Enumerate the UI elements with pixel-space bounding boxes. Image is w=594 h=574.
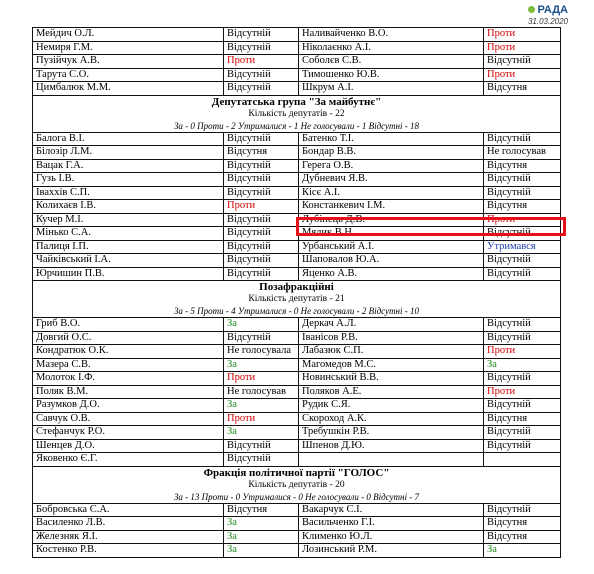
vote-value: Відсутній	[484, 318, 561, 332]
deputy-name: Рудик С.Я.	[299, 399, 484, 413]
deputy-name: Ніколаєнко А.І.	[299, 41, 484, 55]
deputy-name: Шкрум А.І.	[299, 82, 484, 96]
deputy-name: Деркач А.Л.	[299, 318, 484, 332]
vote-value: Проти	[484, 28, 561, 42]
deputy-name: Бондар В.В.	[299, 146, 484, 160]
section-header-pozafraktsiini	[33, 281, 561, 318]
table-row	[33, 186, 561, 200]
table-row	[33, 318, 561, 332]
table-row	[33, 68, 561, 82]
vote-value: Відсутній	[484, 132, 561, 146]
deputy-name: Палиця І.П.	[33, 240, 224, 254]
deputy-name: Яковенко Є.Г.	[33, 453, 224, 467]
table-row	[33, 200, 561, 214]
vote-value: Проти	[224, 55, 299, 69]
table-row	[33, 159, 561, 173]
vote-value: Відсутня	[484, 412, 561, 426]
table-row	[33, 503, 561, 517]
table-row	[33, 399, 561, 413]
faction-block-1	[33, 28, 561, 96]
faction-block-2	[33, 132, 561, 281]
vote-value: Відсутній	[224, 82, 299, 96]
vote-value: Проти	[484, 68, 561, 82]
vote-value: За	[484, 544, 561, 558]
vote-value: За	[224, 399, 299, 413]
vote-value: Відсутній	[224, 227, 299, 241]
table-row	[33, 530, 561, 544]
vote-value: Відсутній	[484, 399, 561, 413]
deputy-name	[299, 453, 484, 467]
vote-value: Відсутній	[224, 240, 299, 254]
deputy-name: Пузійчук А.В.	[33, 55, 224, 69]
section-member-count: Кількість депутатів - 21	[248, 294, 345, 304]
deputy-name: Гузь І.В.	[33, 173, 224, 187]
deputy-name: Тимошенко Ю.В.	[299, 68, 484, 82]
faction-block-3	[33, 318, 561, 467]
vote-value: Не голосувала	[224, 345, 299, 359]
table-row	[33, 345, 561, 359]
deputy-name: Лабазюк С.П.	[299, 345, 484, 359]
vote-value: Проти	[484, 213, 561, 227]
deputy-name: Гриб В.О.	[33, 318, 224, 332]
section-title: Фракція політичної партії "ГОЛОС"	[203, 466, 390, 479]
deputy-name: Батенко Т.І.	[299, 132, 484, 146]
deputy-name: Цимбалюк М.М.	[33, 82, 224, 96]
vote-value: Відсутній	[484, 426, 561, 440]
deputy-name: Вакарчук С.І.	[299, 503, 484, 517]
table-row	[33, 412, 561, 426]
deputy-name: Железняк Я.І.	[33, 530, 224, 544]
deputy-name: Шаповалов Ю.А.	[299, 254, 484, 268]
deputy-name: Урбанський А.І.	[299, 240, 484, 254]
deputy-name: Дубневич Я.В.	[299, 173, 484, 187]
vote-value: Відсутній	[484, 186, 561, 200]
vote-value: Відсутня	[484, 517, 561, 531]
deputy-name: Білозір Л.М.	[33, 146, 224, 160]
vote-value: Відсутній	[484, 55, 561, 69]
table-row	[33, 132, 561, 146]
vote-value: Відсутня	[484, 530, 561, 544]
vote-value: За	[224, 530, 299, 544]
vote-value: Відсутній	[224, 439, 299, 453]
vote-value: Відсутній	[224, 68, 299, 82]
vote-value: Проти	[224, 412, 299, 426]
vote-value: Відсутній	[224, 132, 299, 146]
deputy-name: Лозинський Р.М.	[299, 544, 484, 558]
vote-value: За	[224, 318, 299, 332]
deputy-name: Костенко Р.В.	[33, 544, 224, 558]
table-row	[33, 372, 561, 386]
section-member-count: Кількість депутатів - 22	[248, 108, 345, 119]
table-row	[33, 439, 561, 453]
deputy-name: Савчук О.В.	[33, 412, 224, 426]
rada-logo	[528, 5, 568, 26]
vote-value: Відсутній	[484, 173, 561, 187]
deputy-name: Іваххів С.П.	[33, 186, 224, 200]
table-row	[33, 331, 561, 345]
table-row	[33, 254, 561, 268]
vote-value: Відсутній	[224, 173, 299, 187]
deputy-name: Василенко Л.В.	[33, 517, 224, 531]
deputy-name: Вацак Г.А.	[33, 159, 224, 173]
vote-value: Відсутній	[224, 186, 299, 200]
faction-block-4	[33, 503, 561, 557]
deputy-name: Шенцев Д.О.	[33, 439, 224, 453]
deputy-name: Соболєв С.В.	[299, 55, 484, 69]
deputy-name: Кондратюк О.К.	[33, 345, 224, 359]
vote-value: Відсутня	[484, 82, 561, 96]
section-member-count: Кількість депутатів - 20	[248, 479, 345, 490]
vote-value: Не голосував	[224, 385, 299, 399]
vote-value: Не голосував	[484, 146, 561, 160]
vote-value: Відсутній	[224, 254, 299, 268]
vote-value: Відсутній	[484, 331, 561, 345]
vote-value: Проти	[484, 41, 561, 55]
vote-value: Відсутня	[224, 146, 299, 160]
deputy-name: Васильченко Г.І.	[299, 517, 484, 531]
deputy-name: Довгий О.С.	[33, 331, 224, 345]
table-row	[33, 517, 561, 531]
table-row	[33, 41, 561, 55]
deputy-name: Лубінець Д.В.	[299, 213, 484, 227]
section-header-holos	[33, 466, 561, 503]
deputy-name: Немиря Г.М.	[33, 41, 224, 55]
section-vote-stats: За - 5 Проти - 4 Утрималися - 0 Не голосували - 2 Відсутні - 10	[173, 306, 420, 316]
vote-value: Відсутній	[224, 159, 299, 173]
vote-value: Відсутня	[224, 503, 299, 517]
vote-value: Відсутній	[224, 41, 299, 55]
vote-value: Проти	[484, 385, 561, 399]
vote-value: За	[224, 426, 299, 440]
deputy-name: Балога В.І.	[33, 132, 224, 146]
vote-results-table	[32, 27, 561, 558]
vote-value: Утримався	[484, 240, 561, 254]
deputy-name: Требушкін Р.В.	[299, 426, 484, 440]
table-row	[33, 28, 561, 42]
table-row	[33, 146, 561, 160]
logo-text-row	[528, 5, 568, 16]
table-row	[33, 426, 561, 440]
vote-value: Відсутній	[484, 439, 561, 453]
logo-text: РАДА	[537, 4, 568, 16]
table-row	[33, 358, 561, 372]
section-title: Депутатська група "За майбутнє"	[211, 95, 382, 108]
deputy-name: Мейдич О.Л.	[33, 28, 224, 42]
vote-value: Відсутній	[224, 28, 299, 42]
section-vote-stats: За - 13 Проти - 0 Утрималися - 0 Не голосували - 0 Відсутні - 7	[173, 491, 420, 502]
table-row	[33, 544, 561, 558]
section-title: Позафракційні	[259, 281, 334, 293]
vote-value: Проти	[224, 200, 299, 214]
deputy-name: Наливайченко В.О.	[299, 28, 484, 42]
deputy-name: Поляк В.М.	[33, 385, 224, 399]
vote-value: Відсутній	[484, 503, 561, 517]
vote-value	[484, 453, 561, 467]
deputy-name: Герега О.В.	[299, 159, 484, 173]
table-row	[33, 240, 561, 254]
vote-value: Відсутній	[484, 227, 561, 241]
deputy-name: Новинський В.В.	[299, 372, 484, 386]
deputy-name: Колихаєв І.В.	[33, 200, 224, 214]
logo-dot-icon	[528, 6, 535, 13]
table-row	[33, 385, 561, 399]
deputy-name: Стефанчук Р.О.	[33, 426, 224, 440]
deputy-name: Констанкевич І.М.	[299, 200, 484, 214]
deputy-name: Скороход А.К.	[299, 412, 484, 426]
deputy-name: Мінько С.А.	[33, 227, 224, 241]
deputy-name: Бобровська С.А.	[33, 503, 224, 517]
vote-value: Проти	[224, 372, 299, 386]
deputy-name: Разумков Д.О.	[33, 399, 224, 413]
vote-value: Відсутній	[224, 331, 299, 345]
vote-value: Відсутній	[224, 267, 299, 281]
table-row	[33, 173, 561, 187]
vote-value: Відсутній	[224, 213, 299, 227]
vote-value: Відсутній	[484, 372, 561, 386]
document-date: 31.03.2020	[527, 17, 568, 26]
section-vote-stats: За - 0 Проти - 2 Утрималися - 1 Не голосували - 1 Відсутні - 18	[173, 120, 420, 131]
vote-value: Відсутня	[484, 200, 561, 214]
deputy-name: Кісє А.І.	[299, 186, 484, 200]
vote-value: За	[224, 517, 299, 531]
vote-value: Відсутній	[484, 254, 561, 268]
deputy-name: Клименко Ю.Л.	[299, 530, 484, 544]
deputy-name: Мялик В.Н.	[299, 227, 484, 241]
deputy-name: Магомедов М.С.	[299, 358, 484, 372]
deputy-name: Іванісов Р.В.	[299, 331, 484, 345]
deputy-name: Шпенов Д.Ю.	[299, 439, 484, 453]
table-row	[33, 453, 561, 467]
deputy-name: Чайківський І.А.	[33, 254, 224, 268]
deputy-name: Тарута С.О.	[33, 68, 224, 82]
vote-value: За	[224, 358, 299, 372]
vote-value: За	[484, 358, 561, 372]
table-row	[33, 55, 561, 69]
deputy-name: Поляков А.Е.	[299, 385, 484, 399]
deputy-name: Кучер М.І.	[33, 213, 224, 227]
deputy-name: Юрчишин П.В.	[33, 267, 224, 281]
vote-value: За	[224, 544, 299, 558]
deputy-name: Яценко А.В.	[299, 267, 484, 281]
vote-value: Відсутній	[224, 453, 299, 467]
section-header-za-maibutnie	[33, 95, 561, 132]
table-row	[33, 82, 561, 96]
vote-value: Відсутній	[484, 267, 561, 281]
highlight-box	[296, 217, 566, 236]
vote-value: Проти	[484, 345, 561, 359]
vote-value: Відсутня	[484, 159, 561, 173]
table-row	[33, 267, 561, 281]
deputy-name: Молоток І.Ф.	[33, 372, 224, 386]
deputy-name: Мазера С.В.	[33, 358, 224, 372]
